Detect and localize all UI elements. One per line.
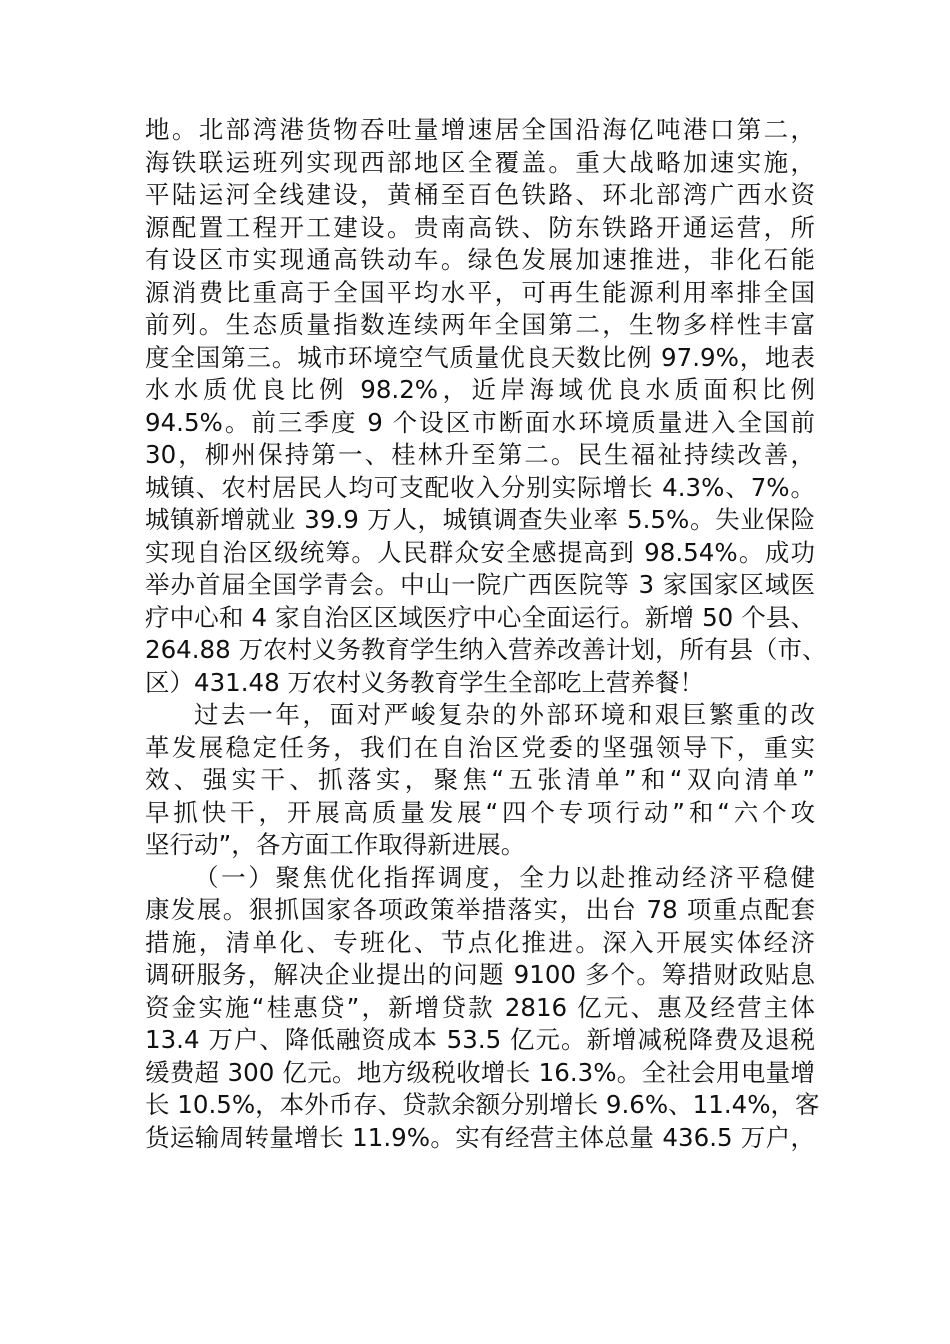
text-line: 地。北部湾港货物吞吐量增速居全国沿海亿吨港口第二， (145, 115, 815, 144)
text-line: 264.88 万农村义务教育学生纳入营养改善计划，所有县（市、 (145, 635, 827, 664)
text-line: 早抓快干，开展高质量发展“四个专项行动”和“六个攻 (145, 797, 815, 827)
section-heading-line: （一）聚焦优化指挥调度，全力以赴推动经济平稳健 (194, 862, 815, 892)
text-line: 调研服务，解决企业提出的问题 9100 多个。筹措财政贴息 (145, 960, 815, 989)
text-line: 坚行动”，各方面工作取得新进展。 (145, 830, 526, 859)
text-line: 源消费比重高于全国平均水平，可再生能源利用率排全国 (145, 277, 815, 307)
text-line: 海铁联运班列实现西部地区全覆盖。重大战略加速实施， (145, 147, 815, 177)
text-line: 源配置工程开工建设。贵南高铁、防东铁路开通运营，所 (145, 212, 815, 242)
text-line: 有设区市实现通高铁动车。绿色发展加速推进，非化石能 (145, 245, 815, 274)
text-line: 举办首届全国学青会。中山一院广西医院等 3 家国家区域医 (145, 570, 815, 599)
text-line: 区）431.48 万农村义务教育学生全部吃上营养餐！ (145, 667, 705, 697)
text-line: 度全国第三。城市环境空气质量优良天数比例 97.9%，地表 (145, 342, 815, 372)
text-line: 94.5%。前三季度 9 个设区市断面水环境质量进入全国前 (145, 407, 815, 437)
text-line: 水水质优良比例 98.2%，近岸海域优良水质面积比例 (145, 375, 815, 404)
text-line: 康发展。狠抓国家各项政策举措落实，出台 78 项重点配套 (145, 895, 815, 924)
text-line: 城镇、农村居民人均可支配收入分别实际增长 4.3%、7%。 (145, 472, 815, 502)
text-line: 实现自治区级统筹。人民群众安全感提高到 98.54%。成功 (145, 537, 815, 567)
text-line: 效、强实干、抓落实，聚焦“五张清单”和“双向清单” (145, 765, 815, 794)
text-line: 缓费超 300 亿元。地方级税收增长 16.3%。全社会用电量增 (145, 1057, 815, 1087)
text-line: 前列。生态质量指数连续两年全国第二，生物多样性丰富 (145, 310, 815, 339)
text-line: 货运输周转量增长 11.9%。实有经营主体总量 436.5 万户， (145, 1122, 815, 1152)
text-line: 革发展稳定任务，我们在自治区党委的坚强领导下，重实 (145, 732, 815, 762)
text-line: 措施，清单化、专班化、节点化推进。深入开展实体经济 (145, 927, 815, 957)
body-text (145, 114, 827, 1154)
paragraph-first-line: 过去一年，面对严峻复杂的外部环境和艰巨繁重的改 (194, 700, 815, 729)
text-line: 13.4 万户、降低融资成本 53.5 亿元。新增减税降费及退税 (145, 1025, 815, 1054)
text-line: 30，柳州保持第一、桂林升至第二。民生福祉持续改善， (145, 440, 815, 469)
text-line: 长 10.5%，本外币存、贷款余额分别增长 9.6%、11.4%，客 (145, 1090, 820, 1119)
text-line: 资金实施“桂惠贷”，新增贷款 2816 亿元、惠及经营主体 (145, 992, 815, 1022)
text-line: 平陆运河全线建设，黄桶至百色铁路、环北部湾广西水资 (145, 180, 815, 209)
text-line: 疗中心和 4 家自治区区域医疗中心全面运行。新增 50 个县、 (145, 602, 815, 632)
text-line: 城镇新增就业 39.9 万人，城镇调查失业率 5.5%。失业保险 (145, 505, 815, 534)
